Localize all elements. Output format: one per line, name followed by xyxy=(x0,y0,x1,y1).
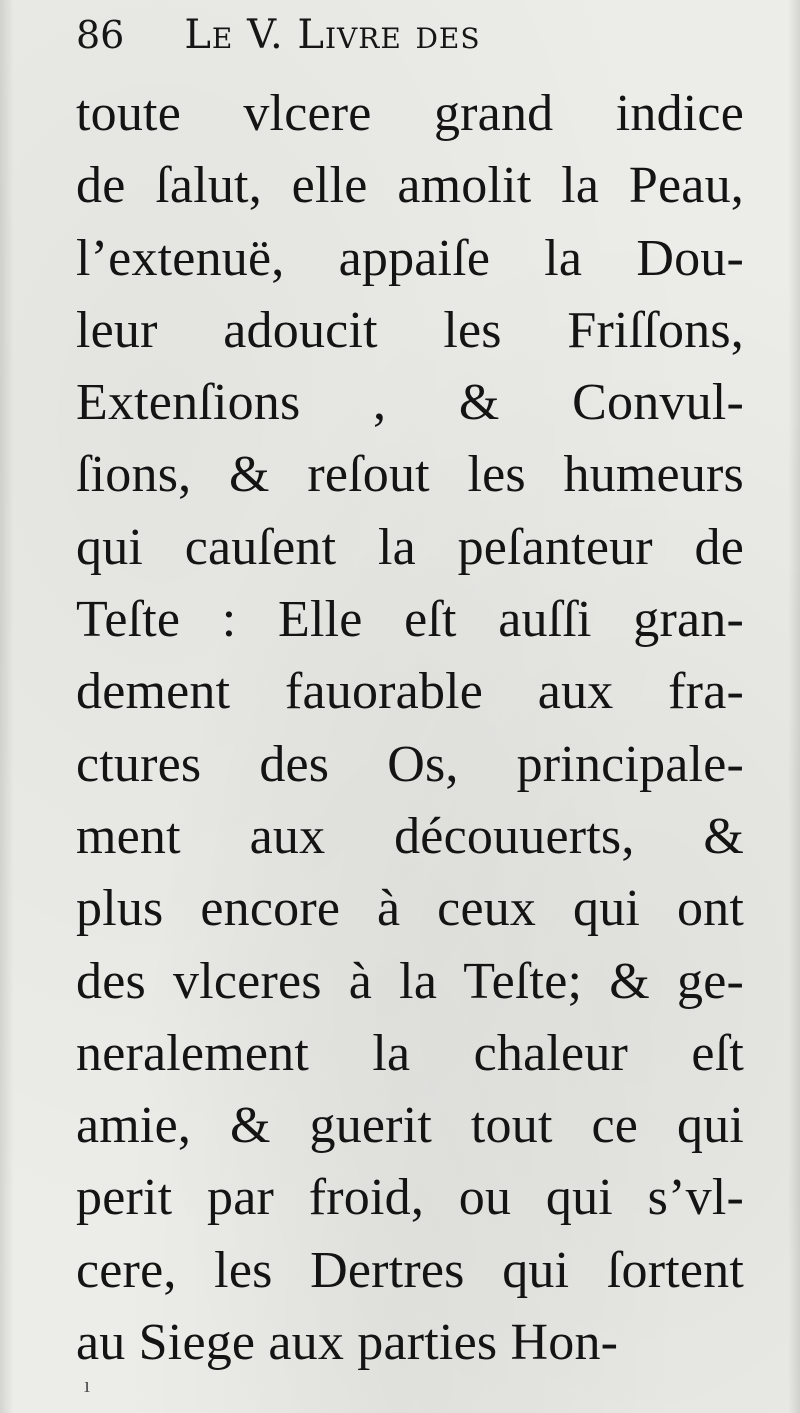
text-line: plus encore à ceux qui ont xyxy=(76,880,744,938)
text-line: perit par froid, ou qui s’vl- xyxy=(76,1169,744,1227)
text-line: Extenſions , & Convul- xyxy=(76,374,744,432)
text-line: qui cauſent la peſanteur de xyxy=(76,518,744,576)
page-edge-shadow-right xyxy=(788,0,800,1413)
body-text xyxy=(76,78,744,1379)
text-line: toute vlcere grand indice xyxy=(76,85,744,142)
text-line: des vlceres à la Teſte; & ge- xyxy=(76,952,744,1010)
text-line: dement fauorable aux fra- xyxy=(76,663,744,721)
text-line: amie, & guerit tout ce qui xyxy=(76,1097,744,1155)
page-header xyxy=(76,12,481,74)
text-line: de ſalut, elle amolit la Peau, xyxy=(76,157,744,215)
text-line: Teſte : Elle eſt auſſi gran- xyxy=(76,591,744,649)
text-line: ſions, & reſout les humeurs xyxy=(76,446,744,504)
running-head: Le V. Livre des xyxy=(184,12,481,58)
footer-mark: ı xyxy=(84,1372,91,1397)
page-number: 86 xyxy=(76,13,125,57)
text-line: leur adoucit les Friſſons, xyxy=(76,301,744,359)
text-line: ment aux découuerts, & xyxy=(76,807,744,865)
text-line: au Siege aux parties Hon- xyxy=(76,1314,619,1372)
text-line: ctures des Os, principale- xyxy=(76,735,744,793)
text-line: l’extenuë, appaiſe la Dou- xyxy=(76,229,744,287)
page-edge-shadow-left xyxy=(0,0,14,1413)
text-line: neralement la chaleur eſt xyxy=(76,1024,744,1082)
text-line: cere, les Dertres qui ſortent xyxy=(76,1241,744,1299)
